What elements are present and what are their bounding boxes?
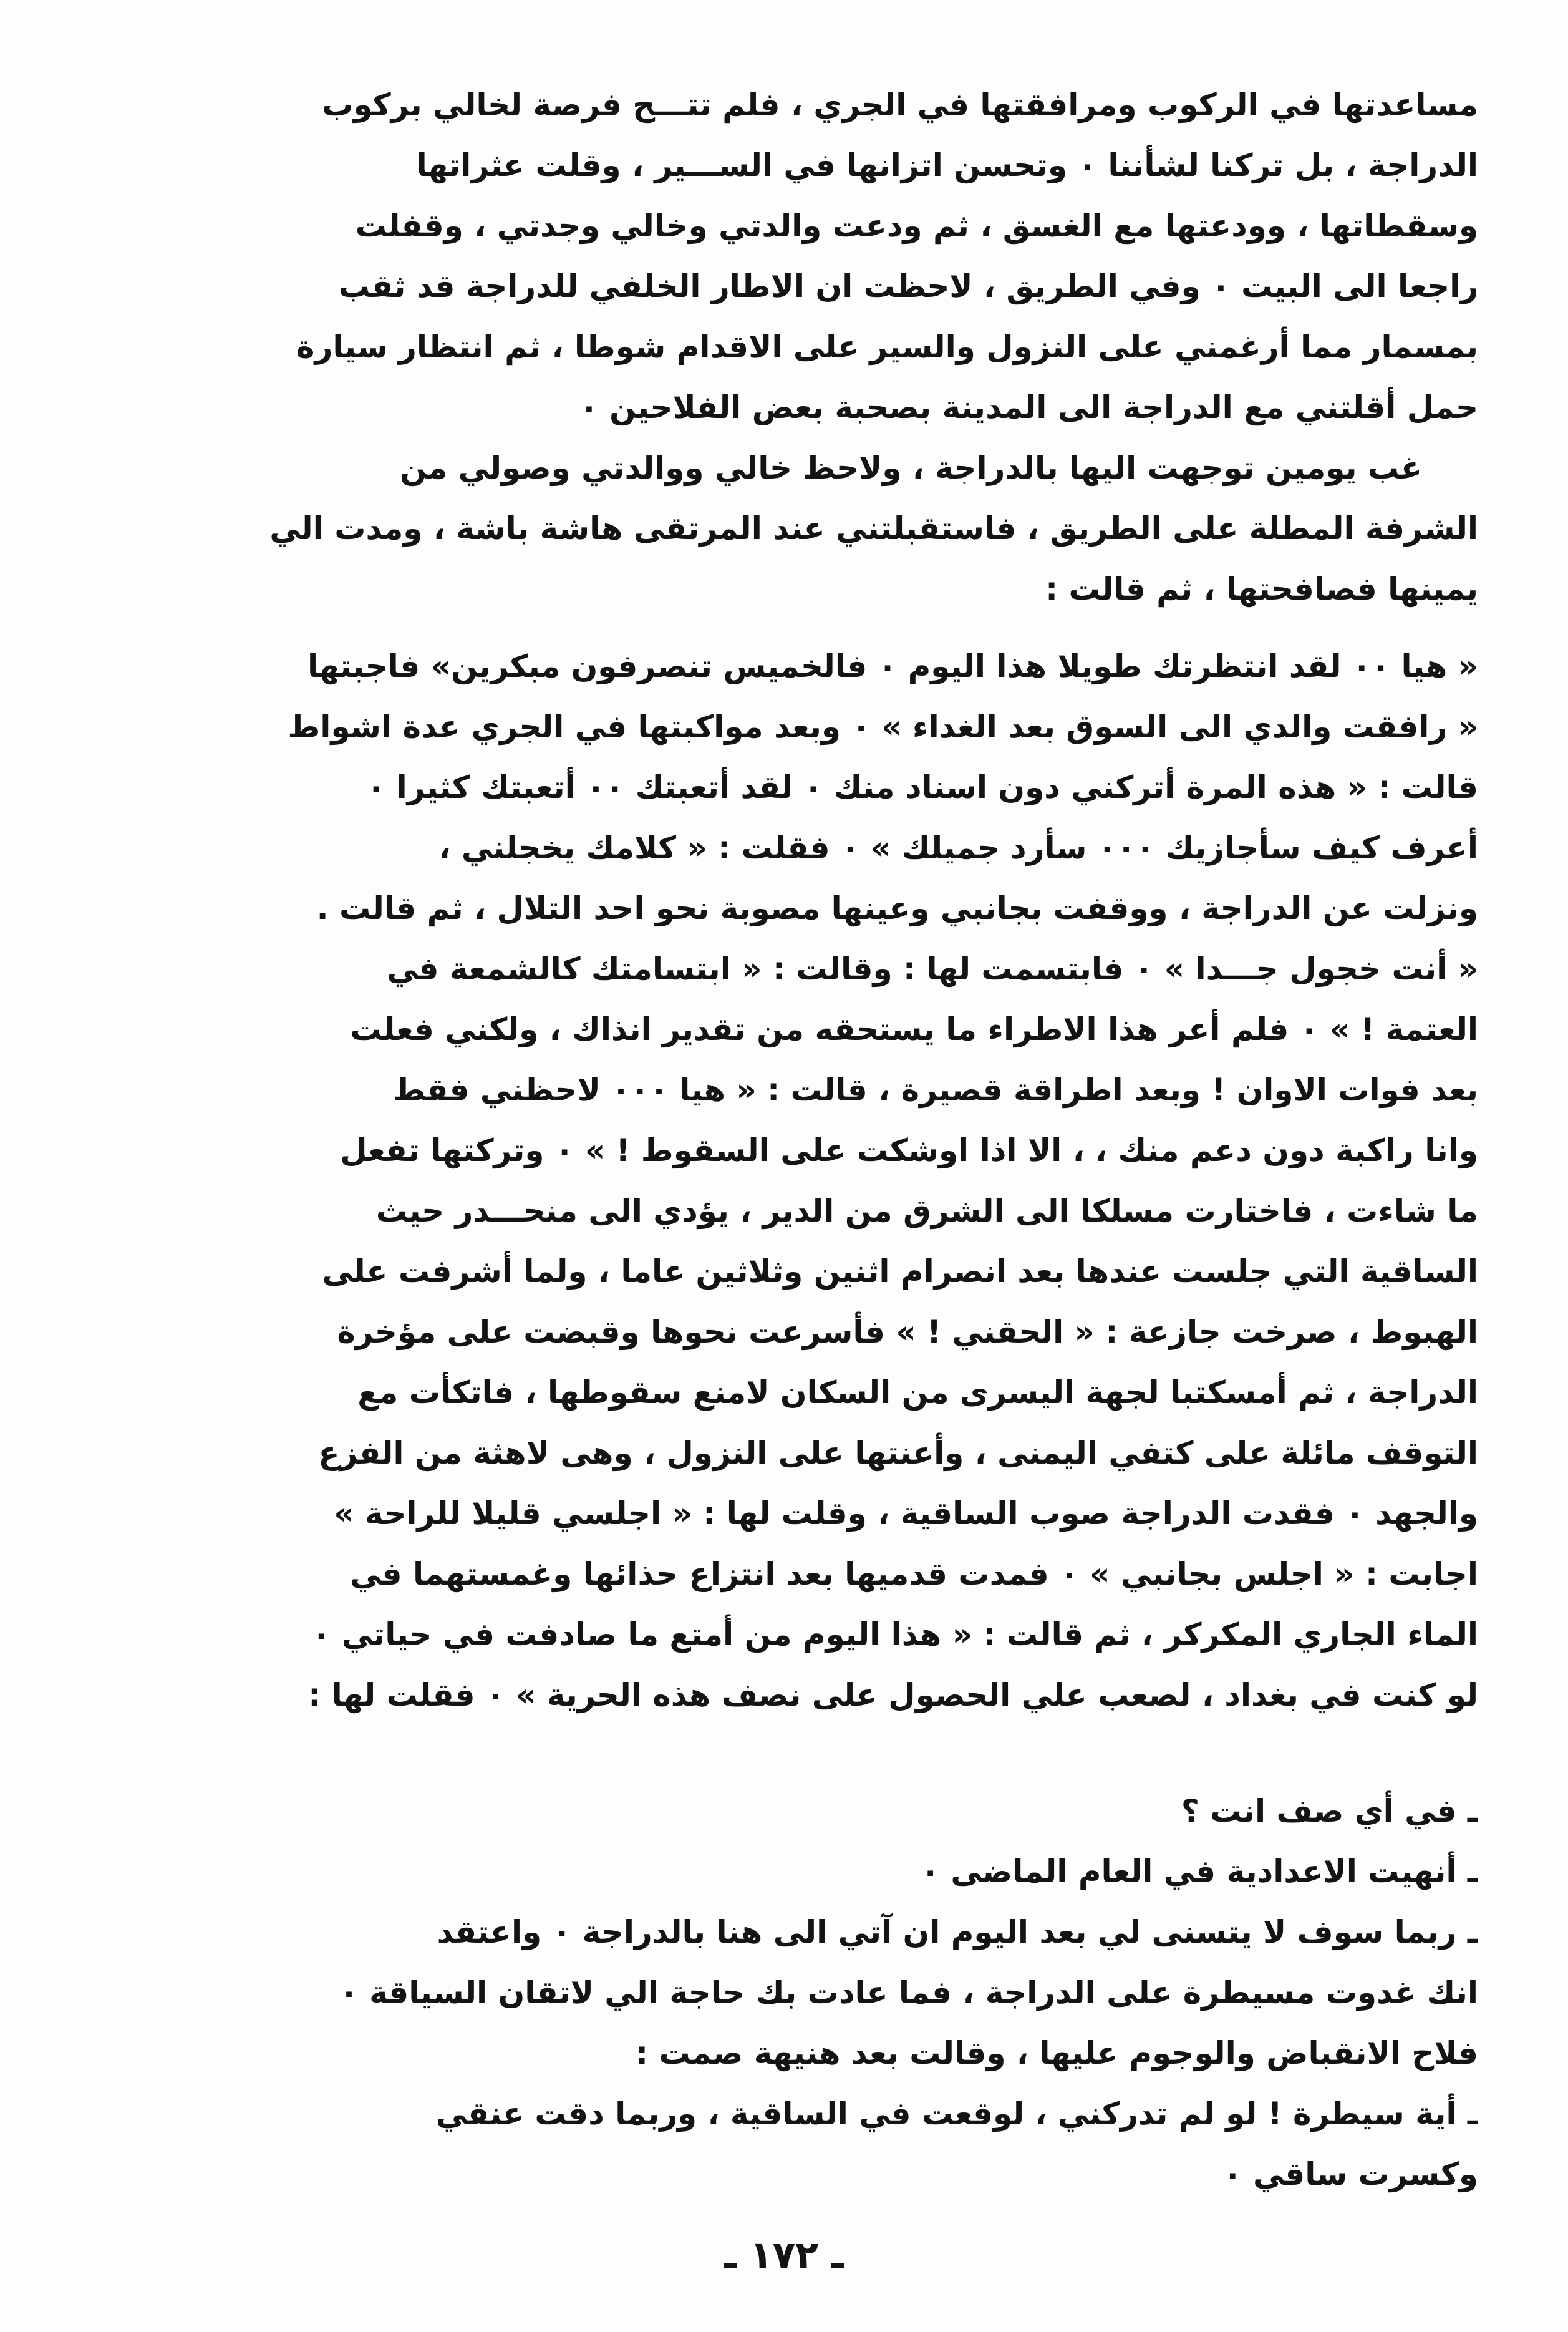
text-line: أعرف كيف سأجازيك ٠٠٠ سأرد جميلك » ٠ فقلت : « كلامك يخجلني ،: [438, 830, 1478, 866]
dialogue-section: [106, 1781, 1478, 2205]
text-line: يمينها فصافحتها ، ثم قالت :: [1045, 571, 1478, 607]
text-line: الدراجة ، ثم أمسكتبا لجهة اليسرى من السكان لامنع سقوطها ، فاتكأت مع: [357, 1374, 1478, 1411]
text-line: لو كنت في بغداد ، لصعب علي الحصول على نصف هذه الحرية » ٠ فقلت لها :: [308, 1677, 1478, 1713]
text-line: ما شاءت ، فاختارت مسلكا الى الشرق من الدير ، يؤدي الى منحـــدر حيث: [375, 1193, 1478, 1229]
text-line: الساقية التي جلست عندها بعد انصرام اثنين وثلاثين عاما ، ولما أشرفت على: [322, 1253, 1478, 1290]
dialogue-line: ـ في أي صف انت ؟: [1181, 1793, 1478, 1829]
text-line: « أنت خجول جـــدا » ٠ فابتسمت لها : وقالت : « ابتسامتك كالشمعة في: [387, 951, 1478, 987]
paragraph-1: [106, 75, 1478, 619]
text-line: العتمة ! » ٠ فلم أعر هذا الاطراء ما يستحقه من تقدير انذاك ، ولكني فعلت: [350, 1011, 1478, 1047]
page-number: ـ ١٧٢ ـ: [724, 2233, 844, 2277]
text-line: قالت : « هذه المرة أتركني دون اسناد منك ٠ لقد أتعبتك ٠٠ أتعبتك كثيرا ٠: [366, 769, 1478, 805]
text-line: الدراجة ، بل تركنا لشأننا ٠ وتحسن اتزانها في الســـير ، وقلت عثراتها: [416, 147, 1478, 183]
text-line: بعد فوات الاوان ! وبعد اطراقة قصيرة ، قالت : « هيا ٠٠٠ لاحظني فقط: [393, 1072, 1478, 1108]
text-line: غب يومين توجهت اليها بالدراجة ، ولاحظ خالي ووالدتي وصولي من: [400, 450, 1422, 486]
text-line: « هيا ٠٠ لقد انتظرتك طويلا هذا اليوم ٠ فالخميس تنصرفون مبكرين» فاجبتها: [307, 648, 1478, 684]
text-line: التوقف مائلة على كتفي اليمنى ، وأعنتها على النزول ، وهى لاهثة من الفزع: [318, 1435, 1478, 1471]
dialogue-line: وكسرت ساقي ٠: [1223, 2156, 1478, 2192]
text-line: والجهد ٠ فقدت الدراجة صوب الساقية ، وقلت لها : « اجلسي قليلا للراحة »: [334, 1495, 1478, 1532]
text-line: راجعا الى البيت ٠ وفي الطريق ، لاحظت ان الاطار الخلفي للدراجة قد ثقب: [338, 268, 1478, 304]
dialogue-line: انك غدوت مسيطرة على الدراجة ، فما عادت بك حاجة الي لاتقان السياقة ٠: [339, 1975, 1478, 2011]
text-line: مساعدتها في الركوب ومرافقتها في الجري ، فلم تتـــح فرصة لخالي بركوب: [322, 87, 1478, 123]
text-line: « رافقت والدي الى السوق بعد الغداء » ٠ وبعد مواكبتها في الجري عدة اشواط: [288, 709, 1478, 745]
dialogue-line: فلاح الانقباض والوجوم عليها ، وقالت بعد هنيهة صمت :: [636, 2035, 1478, 2071]
text-line: اجابت : « اجلس بجانبي » ٠ فمدت قدميها بعد انتزاع حذائها وغمستهما في: [350, 1556, 1478, 1592]
text-line: الهبوط ، صرخت جازعة : « الحقني ! » فأسرعت نحوها وقبضت على مؤخرة: [337, 1314, 1478, 1350]
text-line: وسقطاتها ، وودعتها مع الغسق ، ثم ودعت والدتي وخالي وجدتي ، وقفلت: [355, 208, 1478, 244]
text-line: حمل أقلتني مع الدراجة الى المدينة بصحبة بعض الفلاحين ٠: [579, 389, 1478, 425]
paragraph-3: [106, 636, 1478, 1726]
text-line: ونزلت عن الدراجة ، ووقفت بجانبي وعينها مصوبة نحو احد التلال ، ثم قالت .: [316, 890, 1478, 926]
text-line: الشرفة المطلة على الطريق ، فاستقبلتني عند المرتقى هاشة باشة ، ومدت الي: [269, 510, 1478, 547]
dialogue-line: ـ أنهيت الاعدادية في العام الماضى ٠: [921, 1853, 1478, 1890]
text-line: الماء الجاري المكركر ، ثم قالت : « هذا اليوم من أمتع ما صادفت في حياتي ٠: [311, 1616, 1478, 1653]
dialogue-line: ـ ربما سوف لا يتسنى لي بعد اليوم ان آتي الى هنا بالدراجة ٠ واعتقد: [437, 1914, 1478, 1950]
text-line: وانا راكبة دون دعم منك ، ، الا اذا اوشكت على السقوط ! » ٠ وتركتها تفعل: [340, 1132, 1478, 1168]
text-line: بمسمار مما أرغمني على النزول والسير على الاقدام شوطا ، ثم انتظار سيارة: [296, 329, 1478, 365]
dialogue-line: ـ أية سيطرة ! لو لم تدركني ، لوقعت في الساقية ، وربما دقت عنقي: [435, 2096, 1478, 2132]
